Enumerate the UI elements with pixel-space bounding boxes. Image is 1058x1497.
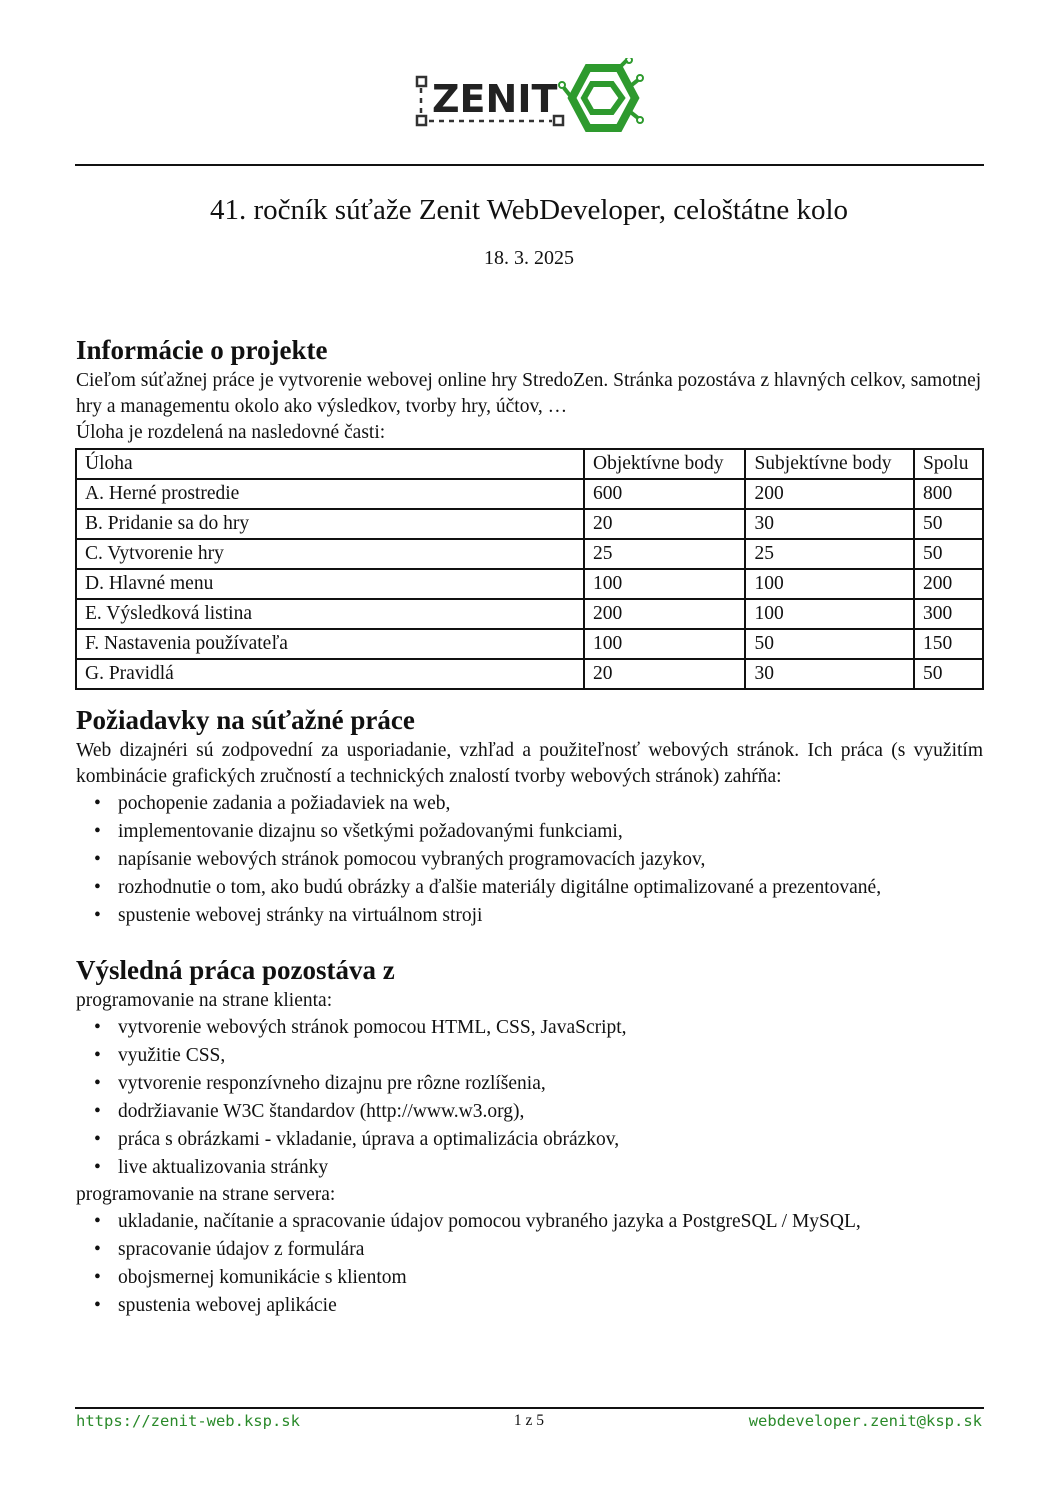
table-cell: 600 <box>584 479 745 509</box>
zenit-logo <box>412 58 644 140</box>
footer-page-number: 1 z 5 <box>513 1412 545 1429</box>
document-body <box>76 332 983 1320</box>
table-cell: A. Herné prostredie <box>76 479 584 509</box>
table-cell: 100 <box>745 569 914 599</box>
table-header-cell: Objektívne body <box>584 449 745 479</box>
list-item: • spustenia webovej aplikácie <box>118 1292 983 1320</box>
table-cell: 50 <box>745 629 914 659</box>
header-rule <box>75 164 984 166</box>
section-heading-requirements: Požiadavky na súťažné práce <box>76 705 415 735</box>
table-cell: 100 <box>745 599 914 629</box>
table-row <box>76 539 983 569</box>
footer-email-link[interactable]: webdeveloper.zenit@ksp.sk <box>748 1412 982 1430</box>
logo-text: ZENIT <box>432 77 558 121</box>
table-header-cell: Úloha <box>76 449 584 479</box>
list-item: • spustenie webovej stránky na virtuálnom stroji <box>118 902 983 930</box>
client-side-list <box>76 1014 983 1182</box>
server-side-label: programovanie na strane servera: <box>76 1184 336 1205</box>
list-item: • ukladanie, načítanie a spracovanie údajov pomocou vybraného jazyka a PostgreSQL / MySQL, <box>118 1208 983 1236</box>
list-item: • napísanie webových stránok pomocou vybraných programovacích jazykov, <box>118 846 983 874</box>
table-header-cell: Spolu <box>914 449 983 479</box>
table-cell: 50 <box>914 539 983 569</box>
footer-rule <box>75 1407 984 1409</box>
table-cell: B. Pridanie sa do hry <box>76 509 584 539</box>
table-cell: 30 <box>745 509 914 539</box>
table-row <box>76 479 983 509</box>
list-item: • obojsmernej komunikácie s klientom <box>118 1264 983 1292</box>
table-cell: 100 <box>584 629 745 659</box>
server-side-list <box>76 1208 983 1320</box>
table-cell: G. Pravidlá <box>76 659 584 689</box>
task-split-paragraph: Úloha je rozdelená na nasledovné časti: <box>76 422 386 443</box>
table-cell: C. Vytvorenie hry <box>76 539 584 569</box>
table-cell: 50 <box>914 659 983 689</box>
list-item: • spracovanie údajov z formulára <box>118 1236 983 1264</box>
requirements-list <box>76 790 983 930</box>
section-heading-result: Výsledná práca pozostáva z <box>76 955 395 985</box>
table-row <box>76 509 983 539</box>
footer-website-link[interactable]: https://zenit-web.ksp.sk <box>76 1412 300 1430</box>
list-item: • práca s obrázkami - vkladanie, úprava a optimalizácia obrázkov, <box>118 1126 983 1154</box>
list-item: • live aktualizovania stránky <box>118 1154 983 1182</box>
list-item: • pochopenie zadania a požiadaviek na web, <box>118 790 983 818</box>
table-cell: D. Hlavné menu <box>76 569 584 599</box>
list-item: • rozhodnutie o tom, ako budú obrázky a ďalšie materiály digitálne optimalizované a prezentované, <box>118 874 983 902</box>
table-cell: 150 <box>914 629 983 659</box>
tasks-table <box>75 448 984 690</box>
table-cell: 20 <box>584 509 745 539</box>
table-header-row <box>76 449 983 479</box>
table-cell: F. Nastavenia používateľa <box>76 629 584 659</box>
list-item: • využitie CSS, <box>118 1042 983 1070</box>
table-cell: 200 <box>914 569 983 599</box>
document-date: 18. 3. 2025 <box>484 247 574 269</box>
table-cell: 25 <box>745 539 914 569</box>
list-item: • implementovanie dizajnu so všetkými požadovanými funkciami, <box>118 818 983 846</box>
table-cell: 100 <box>584 569 745 599</box>
client-side-label: programovanie na strane klienta: <box>76 990 333 1011</box>
table-row <box>76 569 983 599</box>
table-row <box>76 629 983 659</box>
table-cell: 50 <box>914 509 983 539</box>
table-row <box>76 659 983 689</box>
table-cell: 20 <box>584 659 745 689</box>
table-cell: 200 <box>745 479 914 509</box>
table-cell: 800 <box>914 479 983 509</box>
list-item: • vytvorenie responzívneho dizajnu pre rôzne rozlíšenia, <box>118 1070 983 1098</box>
table-header-cell: Subjektívne body <box>745 449 914 479</box>
table-cell: 30 <box>745 659 914 689</box>
project-intro-paragraph: Cieľom súťažnej práce je vytvorenie webovej online hry StredoZen. Stránka pozostáva z hlavných celkov, samotnej hry a managementu okolo ako výsledkov, tvorby hry, účtov, … <box>76 370 982 417</box>
table-row <box>76 599 983 629</box>
section-heading-project-info: Informácie o projekte <box>76 335 328 365</box>
table-cell: 25 <box>584 539 745 569</box>
table-cell: E. Výsledková listina <box>76 599 584 629</box>
table-cell: 300 <box>914 599 983 629</box>
document-title: 41. ročník súťaže Zenit WebDeveloper, celoštátne kolo <box>209 194 849 226</box>
list-item: • dodržiavanie W3C štandardov (http://www.w3.org), <box>118 1098 983 1126</box>
list-item: • vytvorenie webových stránok pomocou HTML, CSS, JavaScript, <box>118 1014 983 1042</box>
requirements-paragraph: Web dizajnéri sú zodpovední za usporiadanie, vzhľad a použiteľnosť webových stránok. Ich práca (s využitím kombinácie grafických zručností a technických znalostí tvorby webových stránok) zahŕňa: <box>76 740 983 787</box>
table-cell: 200 <box>584 599 745 629</box>
